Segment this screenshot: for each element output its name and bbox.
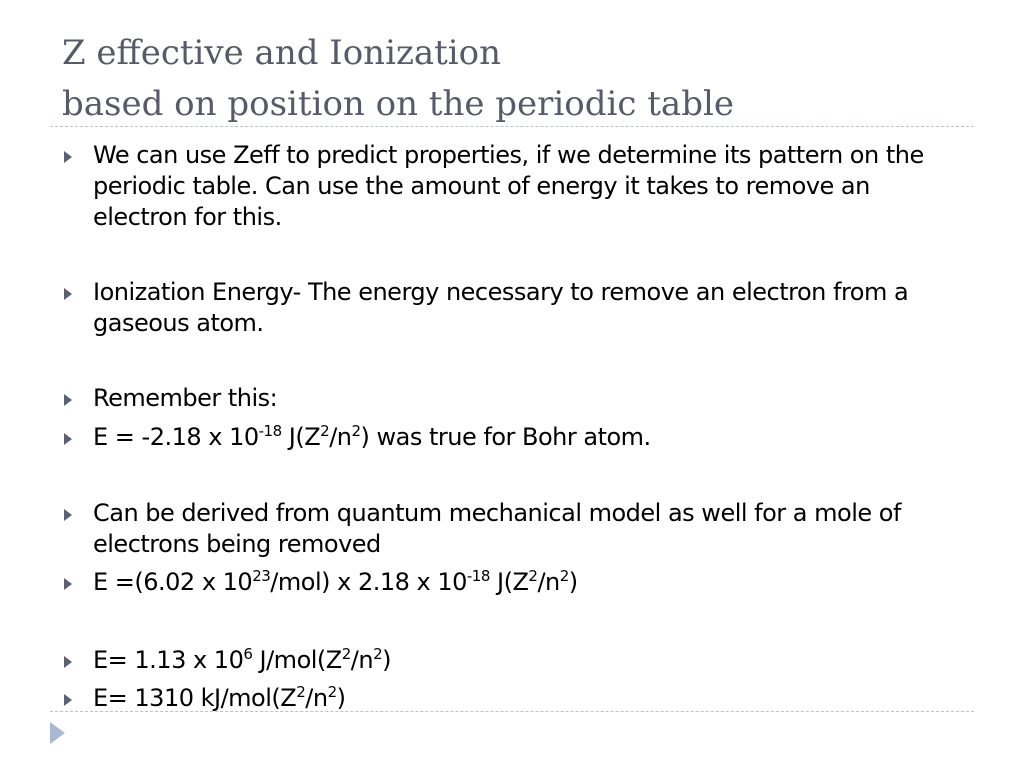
bullet-triangle-icon bbox=[64, 656, 72, 668]
slide-title bbox=[62, 28, 734, 130]
title-divider bbox=[50, 126, 974, 127]
bullet-triangle-icon bbox=[64, 578, 72, 590]
bullet-triangle-icon bbox=[64, 509, 72, 521]
eq-exponent: 2 bbox=[528, 567, 538, 585]
bullet-triangle-icon bbox=[64, 694, 72, 706]
bullet-triangle-icon bbox=[64, 394, 72, 406]
eq-exponent: 23 bbox=[252, 567, 271, 585]
eq-part: E =(6.02 x 10 bbox=[93, 568, 253, 596]
corner-triangle-icon bbox=[50, 722, 65, 744]
bullet-item-zeff bbox=[58, 140, 968, 233]
title-line-2: based on position on the periodic table bbox=[62, 84, 734, 124]
eq-exponent: 2 bbox=[327, 683, 337, 701]
eq-part: J(Z bbox=[489, 568, 529, 596]
eq-part: J(Z bbox=[281, 423, 321, 451]
bullet-text: Ionization Energy- The energy necessary to remove an electron from a gaseous atom. bbox=[93, 278, 909, 337]
eq-part: /n bbox=[329, 423, 352, 451]
eq-part: ) was true for Bohr atom. bbox=[360, 423, 651, 451]
eq-part: J/mol(Z bbox=[252, 646, 342, 674]
bullet-triangle-icon bbox=[64, 151, 72, 163]
eq-exponent: 2 bbox=[341, 645, 351, 663]
bullet-item-mole-equation bbox=[58, 567, 968, 598]
bullet-item-bohr-equation bbox=[58, 422, 968, 453]
eq-part: /n bbox=[537, 568, 560, 596]
bullet-item-quantum-model bbox=[58, 498, 968, 560]
eq-part: ) bbox=[568, 568, 578, 596]
eq-part: E= 1310 kJ/mol(Z bbox=[93, 684, 297, 712]
bullet-text: Can be derived from quantum mechanical model as well for a mole of electrons being removed bbox=[93, 499, 901, 558]
eq-part: E = -2.18 x 10 bbox=[93, 423, 259, 451]
eq-part: E= 1.13 x 10 bbox=[93, 646, 244, 674]
eq-exponent: 2 bbox=[351, 422, 361, 440]
bullet-triangle-icon bbox=[64, 433, 72, 445]
eq-part: /n bbox=[305, 684, 328, 712]
bullet-item-remember bbox=[58, 383, 968, 414]
title-line-1: Z effective and Ionization bbox=[62, 33, 502, 73]
eq-part: /n bbox=[350, 646, 374, 674]
bullet-text bbox=[93, 645, 968, 676]
eq-exponent: 2 bbox=[320, 422, 330, 440]
eq-exponent: -18 bbox=[258, 422, 282, 440]
eq-part: ) bbox=[336, 684, 346, 712]
eq-exponent: 2 bbox=[559, 567, 569, 585]
bullet-text bbox=[93, 683, 968, 714]
bullet-triangle-icon bbox=[64, 288, 72, 300]
bullet-text bbox=[93, 567, 968, 598]
eq-part: ) bbox=[382, 646, 391, 674]
bullet-text bbox=[93, 422, 968, 453]
eq-exponent: 2 bbox=[296, 683, 306, 701]
bullet-text: Remember this: bbox=[93, 384, 278, 412]
eq-exponent: 2 bbox=[373, 645, 383, 663]
footer-divider bbox=[50, 711, 974, 712]
eq-exponent: 6 bbox=[243, 645, 253, 663]
eq-part: /mol) x 2.18 x 10 bbox=[270, 568, 467, 596]
bullet-text: We can use Zeff to predict properties, if we determine its pattern on the periodic table. Can use the amount of energy it takes to remove an electron for this. bbox=[93, 141, 924, 231]
bullet-item-kilojoule-result bbox=[58, 683, 968, 714]
bullet-item-joule-result bbox=[58, 645, 968, 676]
bullet-item-ionization-energy bbox=[58, 277, 968, 339]
eq-exponent: -18 bbox=[466, 567, 490, 585]
